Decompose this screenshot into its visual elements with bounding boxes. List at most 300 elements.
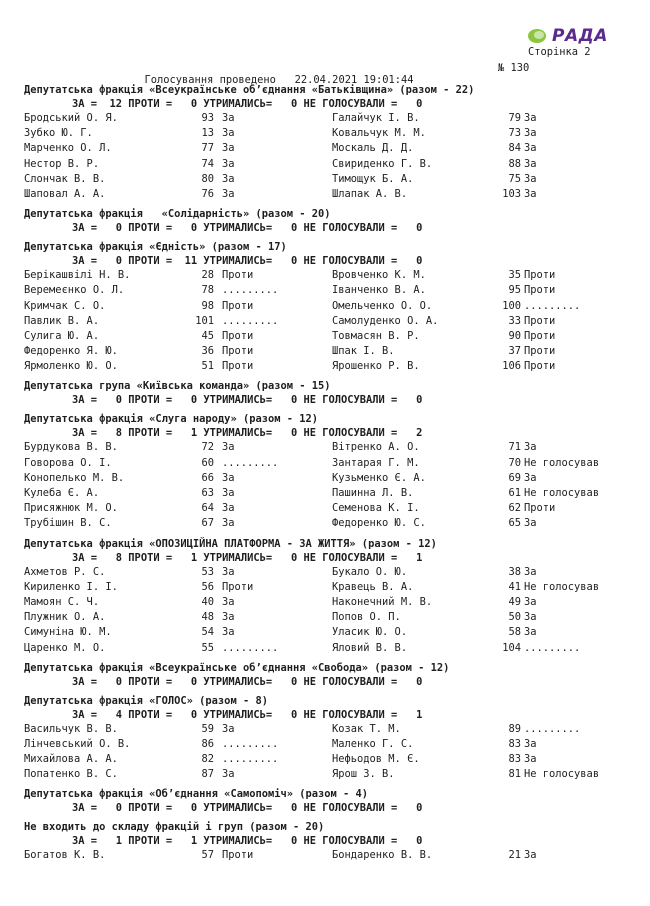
- faction-title: Депутатська фракція «Слуга народу» (разом - 12): [24, 413, 319, 426]
- deputy-number: 49: [508, 595, 521, 608]
- faction-stats: ЗА = 4 ПРОТИ = 0 УТРИМАЛИСЬ= 0 НЕ ГОЛОСУВАЛИ = 1: [72, 708, 423, 721]
- faction-section: [24, 412, 634, 531]
- deputy-name: Сулига Ю. А.: [24, 329, 100, 342]
- deputy-entry: [24, 157, 329, 172]
- table-row: [24, 314, 634, 329]
- deputy-number: 80: [201, 172, 214, 185]
- deputy-name: Михайлова А. А.: [24, 753, 118, 766]
- deputy-entry: [329, 471, 634, 486]
- deputy-name: Маленко Г. С.: [332, 737, 414, 750]
- rada-logo-icon: [527, 27, 549, 45]
- deputy-table: [24, 440, 634, 531]
- deputy-entry: [329, 141, 634, 156]
- deputy-entry: [329, 501, 634, 516]
- deputy-number: 72: [201, 441, 214, 454]
- deputy-vote: Проти: [524, 314, 556, 327]
- deputy-entry: [329, 641, 634, 656]
- deputy-vote: За: [222, 487, 235, 499]
- deputy-vote: Проти: [222, 329, 254, 342]
- deputy-name: Ахметов Р. С.: [24, 565, 106, 578]
- deputy-entry: [24, 625, 329, 640]
- deputy-number: 36: [201, 345, 214, 358]
- table-row: [24, 299, 634, 314]
- table-row: [24, 440, 634, 455]
- deputy-name: Бурдукова В. В.: [24, 441, 118, 454]
- deputy-number: 84: [508, 142, 521, 155]
- table-row: [24, 141, 634, 156]
- faction-stats: ЗА = 1 ПРОТИ = 1 УТРИМАЛИСЬ= 0 НЕ ГОЛОСУВАЛИ = 0: [72, 835, 423, 848]
- deputy-name: Козак Т. М.: [332, 722, 401, 735]
- deputy-vote: За: [524, 441, 537, 454]
- deputy-number: 35: [508, 269, 521, 282]
- table-row: [24, 610, 634, 625]
- deputy-name: Галайчук І. В.: [332, 112, 420, 124]
- deputy-entry: [24, 580, 329, 595]
- deputy-entry: [24, 501, 329, 516]
- deputy-vote: За: [222, 722, 235, 735]
- faction-section: [24, 694, 634, 783]
- deputy-table: [24, 111, 634, 202]
- deputy-number: 53: [201, 565, 214, 578]
- deputy-entry: [329, 610, 634, 625]
- table-row: [24, 359, 634, 374]
- deputy-name: Трубішин В. С.: [24, 517, 112, 530]
- faction-title: Депутатська фракція «Солідарність» (разом - 20): [24, 208, 331, 221]
- deputy-vote: Проти: [524, 269, 556, 282]
- table-row: [24, 172, 634, 187]
- deputy-vote: Не голосував: [524, 768, 600, 781]
- deputy-entry: [24, 283, 329, 298]
- deputy-name: Мамоян С. Ч.: [24, 595, 100, 608]
- deputy-entry: [329, 486, 634, 501]
- deputy-vote: Проти: [222, 580, 254, 593]
- deputy-name: Федоренко Ю. С.: [332, 517, 426, 530]
- table-row: [24, 344, 634, 359]
- deputy-name: Лінчевський О. В.: [24, 737, 131, 750]
- deputy-vote: .........: [222, 456, 279, 469]
- rada-logo: [527, 24, 608, 48]
- faction-title: Депутатська фракція «Всеукраїнське об’єднання «Батьківщина» (разом - 22): [24, 84, 475, 96]
- table-row: [24, 625, 634, 640]
- deputy-entry: [329, 157, 634, 172]
- faction-section: [24, 537, 634, 656]
- deputy-table: [24, 268, 634, 374]
- deputy-name: Плужник О. А.: [24, 611, 106, 624]
- deputy-name: Яловий В. В.: [332, 641, 408, 654]
- faction-section: [24, 240, 634, 374]
- deputy-entry: [24, 344, 329, 359]
- deputy-name: Кузьменко Є. А.: [332, 471, 426, 484]
- deputy-number: 74: [201, 157, 214, 170]
- table-row: [24, 471, 634, 486]
- faction-section: [24, 207, 634, 235]
- deputy-vote: За: [524, 595, 537, 608]
- deputy-vote: Проти: [222, 849, 254, 862]
- deputy-entry: [24, 329, 329, 344]
- deputy-number: 38: [508, 565, 521, 578]
- table-row: [24, 111, 634, 126]
- deputy-vote: За: [222, 157, 235, 170]
- deputy-entry: [24, 299, 329, 314]
- table-row: [24, 722, 634, 737]
- deputy-name: Пашинна Л. В.: [332, 487, 414, 499]
- deputy-vote: За: [222, 187, 235, 200]
- deputy-vote: Проти: [222, 299, 254, 312]
- deputy-entry: [24, 722, 329, 737]
- deputy-entry: [24, 752, 329, 767]
- faction-stats: ЗА = 12 ПРОТИ = 0 УТРИМАЛИСЬ= 0 НЕ ГОЛОСУВАЛИ = 0: [72, 98, 423, 110]
- deputy-vote: За: [222, 172, 235, 185]
- deputy-entry: [24, 268, 329, 283]
- deputy-name: Царенко М. О.: [24, 641, 106, 654]
- deputy-entry: [24, 565, 329, 580]
- deputy-number: 61: [508, 487, 521, 499]
- deputy-name: Федоренко Я. Ю.: [24, 345, 118, 358]
- deputy-number: 88: [508, 157, 521, 170]
- deputy-name: Слончак В. В.: [24, 172, 106, 185]
- deputy-table: [24, 722, 634, 783]
- deputy-vote: .........: [222, 284, 279, 297]
- deputy-vote: Не голосував: [524, 456, 600, 469]
- deputy-entry: [24, 610, 329, 625]
- deputy-vote: За: [524, 187, 537, 200]
- table-row: [24, 283, 634, 298]
- deputy-number: 71: [508, 441, 521, 454]
- deputy-entry: [24, 172, 329, 187]
- deputy-name: Кириленко І. І.: [24, 580, 118, 593]
- deputy-number: 48: [201, 611, 214, 624]
- deputy-number: 41: [508, 580, 521, 593]
- deputy-name: Зубко Ю. Г.: [24, 127, 93, 140]
- deputy-vote: За: [524, 565, 537, 578]
- deputy-vote: .........: [222, 737, 279, 750]
- deputy-entry: [329, 314, 634, 329]
- deputy-vote: Проти: [524, 502, 556, 515]
- faction-title: Депутатська фракція «Єдність» (разом - 17): [24, 241, 287, 254]
- deputy-vote: Проти: [222, 345, 254, 358]
- deputy-name: Тимощук Б. А.: [332, 172, 414, 185]
- deputy-entry: [329, 722, 634, 737]
- deputy-number: 63: [201, 487, 214, 499]
- deputy-number: 75: [508, 172, 521, 185]
- deputy-vote: За: [222, 441, 235, 454]
- voting-date: Голосування проведено 22.04.2021 19:01:44: [144, 74, 414, 86]
- deputy-entry: [329, 268, 634, 283]
- deputy-vote: Проти: [524, 284, 556, 297]
- table-row: [24, 767, 634, 782]
- deputy-vote: За: [222, 517, 235, 530]
- deputy-number: 70: [508, 456, 521, 469]
- deputy-vote: За: [222, 502, 235, 515]
- faction-title: Депутатська група «Київська команда» (разом - 15): [24, 380, 331, 393]
- deputy-number: 78: [201, 284, 214, 297]
- deputy-number: 90: [508, 329, 521, 342]
- deputy-vote: Не голосував: [524, 487, 600, 499]
- table-row: [24, 516, 634, 531]
- deputy-name: Бондаренко В. В.: [332, 849, 433, 862]
- deputy-number: 87: [201, 768, 214, 781]
- deputy-number: 83: [508, 737, 521, 750]
- deputy-entry: [24, 848, 329, 863]
- deputy-name: Свириденко Г. В.: [332, 157, 433, 170]
- deputy-number: 100: [502, 299, 521, 312]
- faction-section: [24, 661, 634, 689]
- deputy-number: 95: [508, 284, 521, 297]
- deputy-entry: [329, 440, 634, 455]
- deputy-number: 33: [508, 314, 521, 327]
- deputy-number: 60: [201, 456, 214, 469]
- deputy-number: 21: [508, 849, 521, 862]
- factions-list: [24, 83, 634, 869]
- deputy-vote: За: [524, 626, 537, 639]
- deputy-vote: За: [222, 112, 235, 124]
- deputy-vote: За: [524, 172, 537, 185]
- deputy-number: 79: [508, 112, 521, 124]
- deputy-number: 101: [195, 314, 214, 327]
- faction-section: [24, 379, 634, 407]
- deputy-number: 82: [201, 753, 214, 766]
- deputy-entry: [24, 440, 329, 455]
- deputy-number: 103: [502, 187, 521, 200]
- faction-title: Не входить до складу фракцій і груп (разом - 20): [24, 821, 325, 834]
- rada-logo-text: РАДА: [552, 26, 608, 46]
- deputy-number: 93: [201, 112, 214, 124]
- faction-stats: ЗА = 0 ПРОТИ = 0 УТРИМАЛИСЬ= 0 НЕ ГОЛОСУВАЛИ = 0: [72, 394, 423, 407]
- deputy-number: 77: [201, 142, 214, 155]
- faction-stats: ЗА = 8 ПРОТИ = 1 УТРИМАЛИСЬ= 0 НЕ ГОЛОСУВАЛИ = 1: [72, 551, 423, 564]
- faction-stats: ЗА = 0 ПРОТИ = 11 УТРИМАЛИСЬ= 0 НЕ ГОЛОСУВАЛИ = 0: [72, 255, 423, 268]
- deputy-number: 56: [201, 580, 214, 593]
- deputy-vote: За: [524, 112, 537, 124]
- deputy-entry: [329, 767, 634, 782]
- deputy-entry: [329, 580, 634, 595]
- deputy-vote: .........: [222, 641, 279, 654]
- deputy-number: 67: [201, 517, 214, 530]
- table-row: [24, 641, 634, 656]
- deputy-vote: За: [222, 595, 235, 608]
- deputy-name: Шаповал А. А.: [24, 187, 106, 200]
- deputy-vote: За: [524, 471, 537, 484]
- deputy-name: Кравець В. А.: [332, 580, 414, 593]
- faction-stats: ЗА = 0 ПРОТИ = 0 УТРИМАЛИСЬ= 0 НЕ ГОЛОСУВАЛИ = 0: [72, 802, 423, 815]
- deputy-number: 104: [502, 641, 521, 654]
- table-row: [24, 456, 634, 471]
- deputy-name: Бродський О. Я.: [24, 112, 118, 124]
- deputy-name: Семенова К. І.: [332, 502, 420, 515]
- deputy-name: Веремеєнко О. Л.: [24, 284, 125, 297]
- table-row: [24, 737, 634, 752]
- deputy-number: 69: [508, 471, 521, 484]
- deputy-entry: [329, 848, 634, 863]
- deputy-vote: За: [222, 142, 235, 155]
- deputy-entry: [329, 299, 634, 314]
- table-row: [24, 595, 634, 610]
- table-row: [24, 501, 634, 516]
- deputy-name: Товмасян В. Р.: [332, 329, 420, 342]
- deputy-entry: [329, 126, 634, 141]
- deputy-name: Берікашвілі Н. В.: [24, 269, 131, 282]
- faction-title: Депутатська фракція «Об’єднання «Самопоміч» (разом - 4): [24, 788, 369, 801]
- faction-stats: ЗА = 0 ПРОТИ = 0 УТРИМАЛИСЬ= 0 НЕ ГОЛОСУВАЛИ = 0: [72, 222, 423, 235]
- faction-section: [24, 83, 634, 202]
- deputy-vote: За: [524, 753, 537, 766]
- deputy-table: [24, 848, 634, 863]
- deputy-vote: .........: [524, 299, 581, 312]
- deputy-vote: .........: [222, 314, 279, 327]
- deputy-entry: [24, 641, 329, 656]
- deputy-number: 106: [502, 360, 521, 373]
- deputy-entry: [24, 141, 329, 156]
- deputy-entry: [329, 172, 634, 187]
- deputy-name: Вровченко К. М.: [332, 269, 426, 282]
- deputy-vote: За: [222, 768, 235, 781]
- deputy-number: 59: [201, 722, 214, 735]
- table-row: [24, 848, 634, 863]
- deputy-name: Васильчук В. В.: [24, 722, 118, 735]
- deputy-name: Зантарая Г. М.: [332, 456, 420, 469]
- deputy-vote: За: [524, 157, 537, 170]
- deputy-entry: [329, 625, 634, 640]
- deputy-entry: [329, 516, 634, 531]
- deputy-name: Нестор В. Р.: [24, 157, 100, 170]
- deputy-number: 76: [201, 187, 214, 200]
- deputy-entry: [24, 516, 329, 531]
- deputy-vote: .........: [524, 722, 581, 735]
- deputy-vote: Проти: [222, 360, 254, 373]
- deputy-entry: [329, 329, 634, 344]
- deputy-number: 58: [508, 626, 521, 639]
- deputy-name: Конопелько М. В.: [24, 471, 125, 484]
- deputy-number: 62: [508, 502, 521, 515]
- deputy-name: Кримчак С. О.: [24, 299, 106, 312]
- deputy-number: 98: [201, 299, 214, 312]
- deputy-vote: За: [524, 127, 537, 140]
- table-row: [24, 565, 634, 580]
- deputy-entry: [329, 344, 634, 359]
- deputy-vote: Проти: [222, 269, 254, 282]
- deputy-name: Ярошенко Р. В.: [332, 360, 420, 373]
- deputy-number: 37: [508, 345, 521, 358]
- table-row: [24, 486, 634, 501]
- deputy-number: 50: [508, 611, 521, 624]
- deputy-name: Попов О. П.: [332, 611, 401, 624]
- deputy-name: Богатов К. В.: [24, 849, 106, 862]
- table-row: [24, 268, 634, 283]
- deputy-name: Шпак І. В.: [332, 345, 395, 358]
- deputy-number: 28: [201, 269, 214, 282]
- faction-title: Депутатська фракція «ГОЛОС» (разом - 8): [24, 694, 268, 707]
- deputy-name: Іванченко В. А.: [332, 284, 426, 297]
- deputy-table: [24, 565, 634, 656]
- deputy-vote: .........: [524, 641, 581, 654]
- deputy-vote: За: [222, 626, 235, 639]
- deputy-entry: [329, 456, 634, 471]
- deputy-vote: За: [222, 127, 235, 140]
- deputy-name: Ярош З. В.: [332, 768, 395, 781]
- deputy-entry: [329, 565, 634, 580]
- deputy-vote: За: [524, 517, 537, 530]
- deputy-entry: [24, 486, 329, 501]
- deputy-entry: [329, 595, 634, 610]
- deputy-entry: [329, 737, 634, 752]
- deputy-name: Нефьодов М. Є.: [332, 753, 420, 766]
- deputy-name: Марченко О. Л.: [24, 142, 112, 155]
- deputy-vote: За: [222, 565, 235, 578]
- deputy-number: 66: [201, 471, 214, 484]
- deputy-number: 13: [201, 127, 214, 140]
- deputy-entry: [24, 471, 329, 486]
- deputy-entry: [24, 314, 329, 329]
- deputy-entry: [329, 359, 634, 374]
- faction-stats: ЗА = 0 ПРОТИ = 0 УТРИМАЛИСЬ= 0 НЕ ГОЛОСУВАЛИ = 0: [72, 675, 423, 688]
- faction-section: [24, 820, 634, 863]
- deputy-vote: За: [524, 142, 537, 155]
- deputy-entry: [329, 752, 634, 767]
- faction-title: Депутатська фракція «Всеукраїнське об’єднання «Свобода» (разом - 12): [24, 661, 450, 674]
- deputy-number: 51: [201, 360, 214, 373]
- deputy-entry: [24, 111, 329, 126]
- table-row: [24, 752, 634, 767]
- page-number: Сторінка 2: [528, 46, 591, 58]
- deputy-vote: За: [222, 471, 235, 484]
- deputy-number: 65: [508, 517, 521, 530]
- deputy-vote: За: [524, 737, 537, 750]
- deputy-name: Наконечний М. В.: [332, 595, 433, 608]
- deputy-entry: [329, 111, 634, 126]
- deputy-vote: Проти: [524, 360, 556, 373]
- faction-stats: ЗА = 8 ПРОТИ = 1 УТРИМАЛИСЬ= 0 НЕ ГОЛОСУВАЛИ = 2: [72, 427, 423, 440]
- faction-section: [24, 787, 634, 815]
- deputy-number: 81: [508, 768, 521, 781]
- deputy-name: Ярмоленко Ю. О.: [24, 360, 118, 373]
- deputy-name: Москаль Д. Д.: [332, 142, 414, 155]
- deputy-name: Говорова О. І.: [24, 456, 112, 469]
- deputy-vote: За: [222, 611, 235, 624]
- deputy-name: Вітренко А. О.: [332, 441, 420, 454]
- deputy-number: 89: [508, 722, 521, 735]
- deputy-number: 57: [201, 849, 214, 862]
- voting-number: № 130: [498, 62, 530, 74]
- faction-title: Депутатська фракція «ОПОЗИЦІЙНА ПЛАТФОРМА - ЗА ЖИТТЯ» (разом - 12): [24, 537, 437, 550]
- deputy-vote: Проти: [524, 345, 556, 358]
- deputy-name: Букало О. Ю.: [332, 565, 408, 578]
- deputy-entry: [24, 767, 329, 782]
- deputy-name: Кулеба Є. А.: [24, 487, 100, 499]
- table-row: [24, 157, 634, 172]
- deputy-entry: [24, 456, 329, 471]
- deputy-vote: Не голосував: [524, 580, 600, 593]
- deputy-vote: .........: [222, 753, 279, 766]
- deputy-number: 40: [201, 595, 214, 608]
- deputy-vote: За: [524, 849, 537, 862]
- deputy-entry: [24, 359, 329, 374]
- deputy-entry: [24, 187, 329, 202]
- deputy-number: 73: [508, 127, 521, 140]
- deputy-number: 54: [201, 626, 214, 639]
- deputy-entry: [24, 737, 329, 752]
- deputy-name: Присяжнюк М. О.: [24, 502, 118, 515]
- deputy-name: Попатенко В. С.: [24, 768, 118, 781]
- deputy-entry: [329, 187, 634, 202]
- deputy-vote: Проти: [524, 329, 556, 342]
- deputy-number: 86: [201, 737, 214, 750]
- deputy-vote: За: [524, 611, 537, 624]
- deputy-number: 83: [508, 753, 521, 766]
- table-row: [24, 126, 634, 141]
- deputy-name: Ковальчук М. М.: [332, 127, 426, 140]
- deputy-name: Павлик В. А.: [24, 314, 100, 327]
- deputy-name: Симуніна Ю. М.: [24, 626, 112, 639]
